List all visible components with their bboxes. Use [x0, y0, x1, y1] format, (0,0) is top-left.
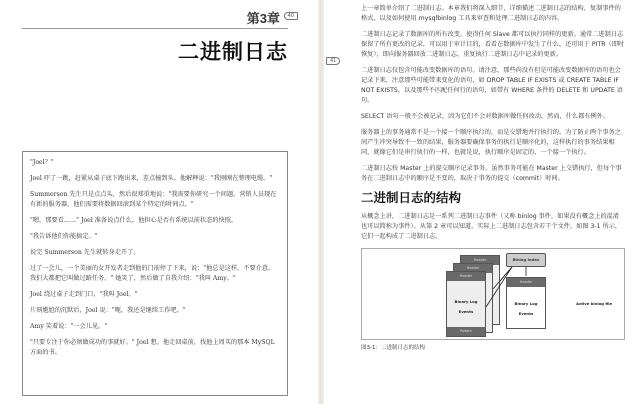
binlog-file-diagram: Header [460, 255, 500, 325]
body-paragraph: 服务器上的事务通常不是一个接一个顺序执行的，而是交错地并行执行的。为了防止两个事务之间产生冲突导致不一致的结果，服务器要确保事务的执行是顺序化的，这样执行的事务结果相同，就像它们是串行执行的一样，也就是说，执行顺序是固定的，一个接一个执行。 [361, 129, 621, 156]
active-binlog-file: Header Binary Log Events [506, 277, 546, 329]
story-paragraph: Joel 绕过桌子走到门口，"我叫 Joel。" [30, 291, 138, 298]
page-number-marker: 41 [326, 57, 340, 65]
story-paragraph: 过了一会儿，一个美丽的女开发者走到他的门前停了下来，说："他总是这样，不要介意。我们大都把它叫做过路任务。" 她笑了，然后做了自我介绍："我叫 Amy。" [30, 265, 275, 282]
story-paragraph: "嗯，那要看……" Joel 准备说点什么，他担心是否有系统以前状态的快照。 [30, 217, 238, 224]
story-paragraph: "Joel？" [30, 159, 54, 166]
binlog-file-diagram: Header [453, 263, 493, 333]
binlog-index-box: Binlog Index [506, 253, 546, 267]
figure-caption: 图3-1：二进制日志的结构 [361, 345, 425, 351]
page-number-marker: 40 [284, 12, 298, 20]
arrow-icon [362, 249, 626, 341]
left-page [0, 0, 318, 404]
right-page-body [361, 4, 625, 353]
story-paragraph: "只要专注于你必须做成功的事就好。" Joel 想。他走回桌前，找他上周买的那本 MySQL 方面的书。 [30, 339, 275, 356]
body-paragraph: 二进制日志记录了数据库的所有改变，使得任何 Slave 都可以执行同样的更新。通常二进制日志保留了所有更改的记录，可以用于审计目的，看看在数据库中发生了什么，还可用于 PITR（即时恢复），即向服务器回放二进制日志，重复执行二进制日志中记录的更新。 [361, 31, 625, 58]
active-binlog-label: Active binlog file [576, 301, 613, 306]
body-paragraph: 上一章简单介绍了二进制日志。本章我们将深入细节，详细描述二进制日志的结构，复制事件的格式，以及如何使用 mysqlbinlog 工具来审查和处理二进制日志的内容。 [361, 5, 621, 22]
chapter-label: 第3章 [246, 11, 280, 26]
story-paragraph: 说完 Summerson 先生就转身走开了。 [30, 249, 140, 256]
story-paragraph: 片刻尴尬的沉默后，Joel 说："呃，我还是继续工作吧。" [30, 307, 186, 314]
section-heading: 二进制日志的结构 [361, 190, 462, 205]
body-paragraph: 二进制日志按 Master 上的提交顺序记录事务。虽然事务可能在 Master 上交错执行，但每个事务在二进制日志中的顺序是不变的，取决于事务的提交（commit）时间。 [361, 165, 622, 182]
story-paragraph: "我告诉他们你能搞定。" [30, 233, 98, 240]
body-paragraph: 二进制日志仅包含可能改变数据库的语句。请注意，那些尚没有但是可能改变数据库的语句也会记录下来，注意那些可能带来变化的语句，如 DROP TABLE IF EXISTS 或 CREATE TABLE IF NOT EXISTS，以及那些不匹配任何行的语句，如带有 WHERE 条件的 DELETE 和 UPDATE 语句。 [361, 67, 623, 104]
story-paragraph: Amy 笑着说："一会儿见。" [30, 323, 108, 330]
figure-binlog-structure [361, 248, 625, 340]
chapter-divider [22, 28, 288, 29]
right-page [324, 0, 640, 404]
body-paragraph: 从概念上讲，二进制日志是一系列二进制日志事件（又称 binlog 事件，如果没有概念上的混淆也可以简称为事件）。从第 2 章可以知道，实际上二进制日志包含若干个文件，如图 3-1 所示，它们一起构成了二进制日志。 [361, 213, 622, 240]
story-paragraph: Summerson 先生只是点点头，然后很郑重地说："我需要你研究一个问题。营销人员现在有新的服务器，他们需要将数据回滚到某个特定的时间点。" [30, 191, 277, 208]
body-paragraph: SELECT 语句一般不会被记录，因为它们不会对数据库做任何改动。然而，什么都有例外。 [361, 113, 610, 120]
chapter-title: 二进制日志 [178, 40, 288, 64]
story-paragraph: Joel 吓了一跳，赶紧从桌子底下跑出来，差点撞到头。他解释说："我刚刚在整理电缆。" [30, 175, 273, 182]
story-sidebar-box [22, 151, 288, 396]
binlog-file-diagram: Header Binary Log Events Rotate [446, 271, 486, 337]
